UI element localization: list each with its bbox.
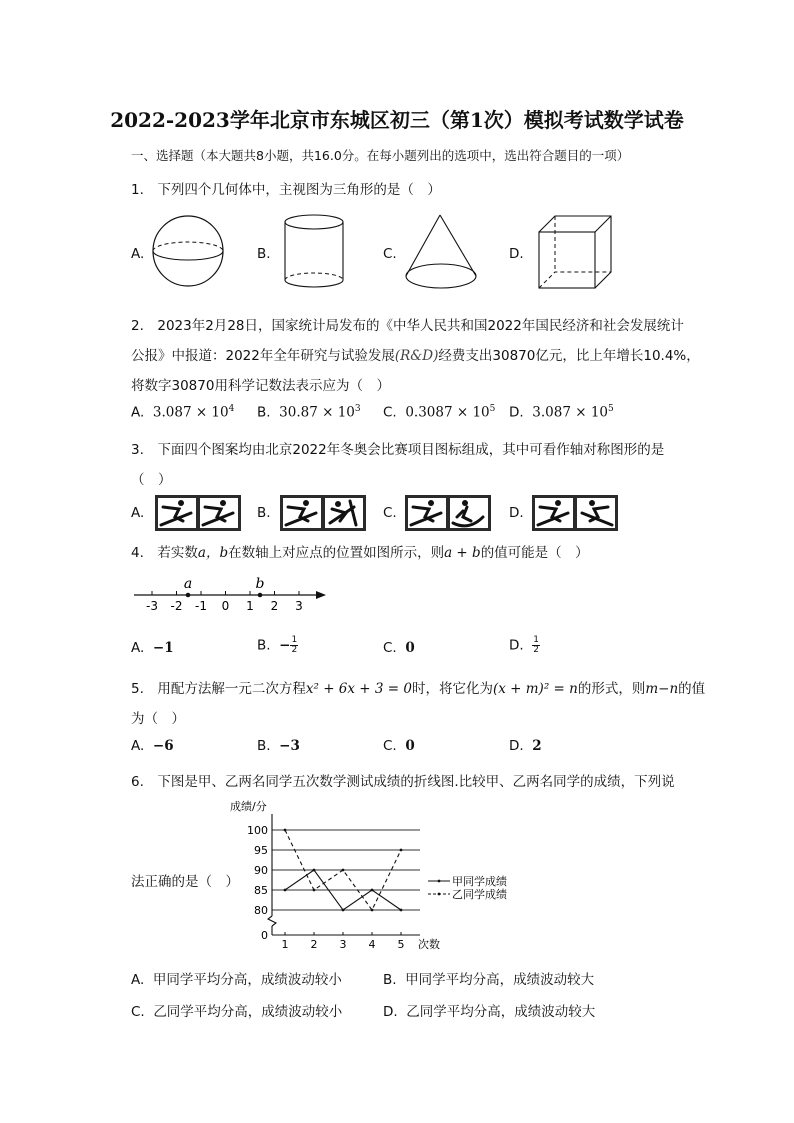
q3-option-a-label: A.	[131, 505, 145, 521]
y-axis-label: 成绩/分	[230, 800, 267, 813]
sphere-figure	[150, 212, 230, 292]
x-tick-label: 2	[310, 938, 318, 951]
number-line-tick-label: -2	[170, 599, 183, 613]
q2-line2: 公报》中报道：2022年全年研究与试验发展(R&D)经费支出30870亿元，比上年增长10.4%，	[131, 348, 700, 364]
q3-line2: （ ）	[131, 472, 172, 488]
q3-line1: 3. 下面四个图案均由北京2022年冬奥会比赛项目图标组成，其中可看作轴对称图形的是	[131, 442, 665, 458]
legend-label-1: 甲同学成绩	[452, 875, 507, 888]
cone-figure	[400, 210, 484, 294]
q5-option-a: A. −6	[131, 738, 174, 754]
q4-option-d: D. $\frac{1}{2}$	[509, 635, 540, 655]
q4-option-c: C. 0	[383, 640, 415, 656]
q2-option-d: D. $3.087 \times 10^5$	[509, 404, 614, 421]
q6-option-c: C. 乙同学平均分高，成绩波动较小	[131, 1004, 343, 1020]
q4-stem: 4. 若实数a，b在数轴上对应点的位置如图所示，则a + b的值可能是（ ）	[131, 545, 589, 561]
x-tick-label: 3	[339, 938, 347, 951]
point-a-label: a	[183, 576, 193, 592]
axis-break	[268, 916, 276, 926]
q2-option-b: B. $30.87 \times 10^3$	[257, 404, 361, 421]
x-tick-label: 4	[368, 938, 376, 951]
q5-option-d: D. 2	[509, 738, 542, 754]
cube-figure	[535, 212, 615, 292]
q3-option-b-label: B.	[257, 505, 271, 521]
q1-option-d-label: D.	[509, 246, 524, 262]
series-1-point	[371, 889, 374, 892]
legend-marker-2	[438, 893, 441, 896]
cylinder-figure	[280, 212, 350, 292]
q1-option-a-label: A.	[131, 246, 145, 262]
q3-option-d-skier-icons	[532, 495, 618, 531]
q6-option-b: B. 甲同学平均分高，成绩波动较大	[383, 972, 595, 988]
series-2-point	[371, 909, 374, 912]
point-b-label: b	[255, 576, 265, 592]
q6-option-d: D. 乙同学平均分高，成绩波动较大	[383, 1004, 596, 1020]
q1-option-b-label: B.	[257, 246, 271, 262]
number-line-tick-label: 2	[270, 599, 279, 613]
section-header: 一、选择题（本大题共8小题，共16.0分。在每小题列出的选项中，选出符合题目的一项）	[131, 148, 630, 163]
q5-line2: 为（ ）	[131, 711, 185, 727]
series-2-point	[400, 849, 403, 852]
x-tick-label: 5	[397, 938, 405, 951]
number-line	[128, 572, 338, 618]
series-1-point	[284, 889, 287, 892]
number-line-tick-label: 1	[246, 599, 254, 613]
number-line-tick-label: 0	[221, 599, 230, 613]
q3-option-a-skier-icons	[155, 495, 241, 531]
series-1-point	[400, 909, 403, 912]
series-1-point	[342, 909, 345, 912]
q6-line2: 法正确的是（ ）	[131, 874, 239, 890]
series-2-point	[342, 869, 345, 872]
score-line-chart	[222, 800, 522, 952]
q3-option-c-label: C.	[383, 505, 397, 521]
q3-option-c-skier-icons	[405, 495, 491, 531]
y-tick-label: 80	[254, 904, 268, 917]
number-line-tick-label: -1	[195, 599, 207, 613]
q6-option-a: A. 甲同学平均分高，成绩波动较小	[131, 972, 342, 988]
series-2-point	[313, 889, 316, 892]
x-axis-label: 次数	[418, 938, 440, 951]
q5-line1: 5. 用配方法解一元二次方程x² + 6x + 3 = 0时，将它化为(x + m)² = n的形式，则m−n的值	[131, 681, 706, 697]
y-tick-label: 100	[247, 824, 268, 837]
series-1-point	[313, 869, 316, 872]
page-title: 2022-2023学年北京市东城区初三（第1次）模拟考试数学试卷	[110, 108, 684, 132]
y-tick-label: 0	[261, 929, 268, 942]
number-line-tick-label: 3	[295, 599, 303, 613]
q2-option-a: A. $3.087 \times 10^4$	[131, 404, 235, 421]
series-2-point	[284, 829, 287, 832]
point-b-marker	[258, 593, 263, 598]
point-a-marker	[186, 593, 191, 598]
legend-label-2: 乙同学成绩	[452, 888, 507, 901]
legend-marker-1	[438, 880, 441, 883]
q6-line1: 6. 下图是甲、乙两名同学五次数学测试成绩的折线图.比较甲、乙两名同学的成绩，下列说	[131, 774, 675, 790]
q5-option-b: B. −3	[257, 738, 300, 754]
q2-line1: 2. 2023年2月28日，国家统计局发布的《中华人民共和国2022年国民经济和社会发展统计	[131, 318, 684, 334]
q2-option-c: C. $0.3087 \times 10^5$	[383, 404, 496, 421]
q5-option-c: C. 0	[383, 738, 415, 754]
y-tick-label: 95	[254, 844, 268, 857]
y-tick-label: 90	[254, 864, 268, 877]
y-tick-label: 85	[254, 884, 268, 897]
q1-stem: 1. 下列四个几何体中，主视图为三角形的是（ ）	[131, 182, 441, 198]
number-line-tick-label: -3	[146, 599, 158, 613]
q4-option-a: A. −1	[131, 640, 174, 656]
q4-option-b: B. − $\frac{1}{2}$	[257, 635, 298, 655]
q1-option-c-label: C.	[383, 246, 397, 262]
x-tick-label: 1	[281, 938, 289, 951]
q3-option-b-skier-icons	[280, 495, 366, 531]
q2-line3: 将数字30870用科学记数法表示应为（ ）	[131, 378, 390, 394]
q3-option-d-label: D.	[509, 505, 524, 521]
